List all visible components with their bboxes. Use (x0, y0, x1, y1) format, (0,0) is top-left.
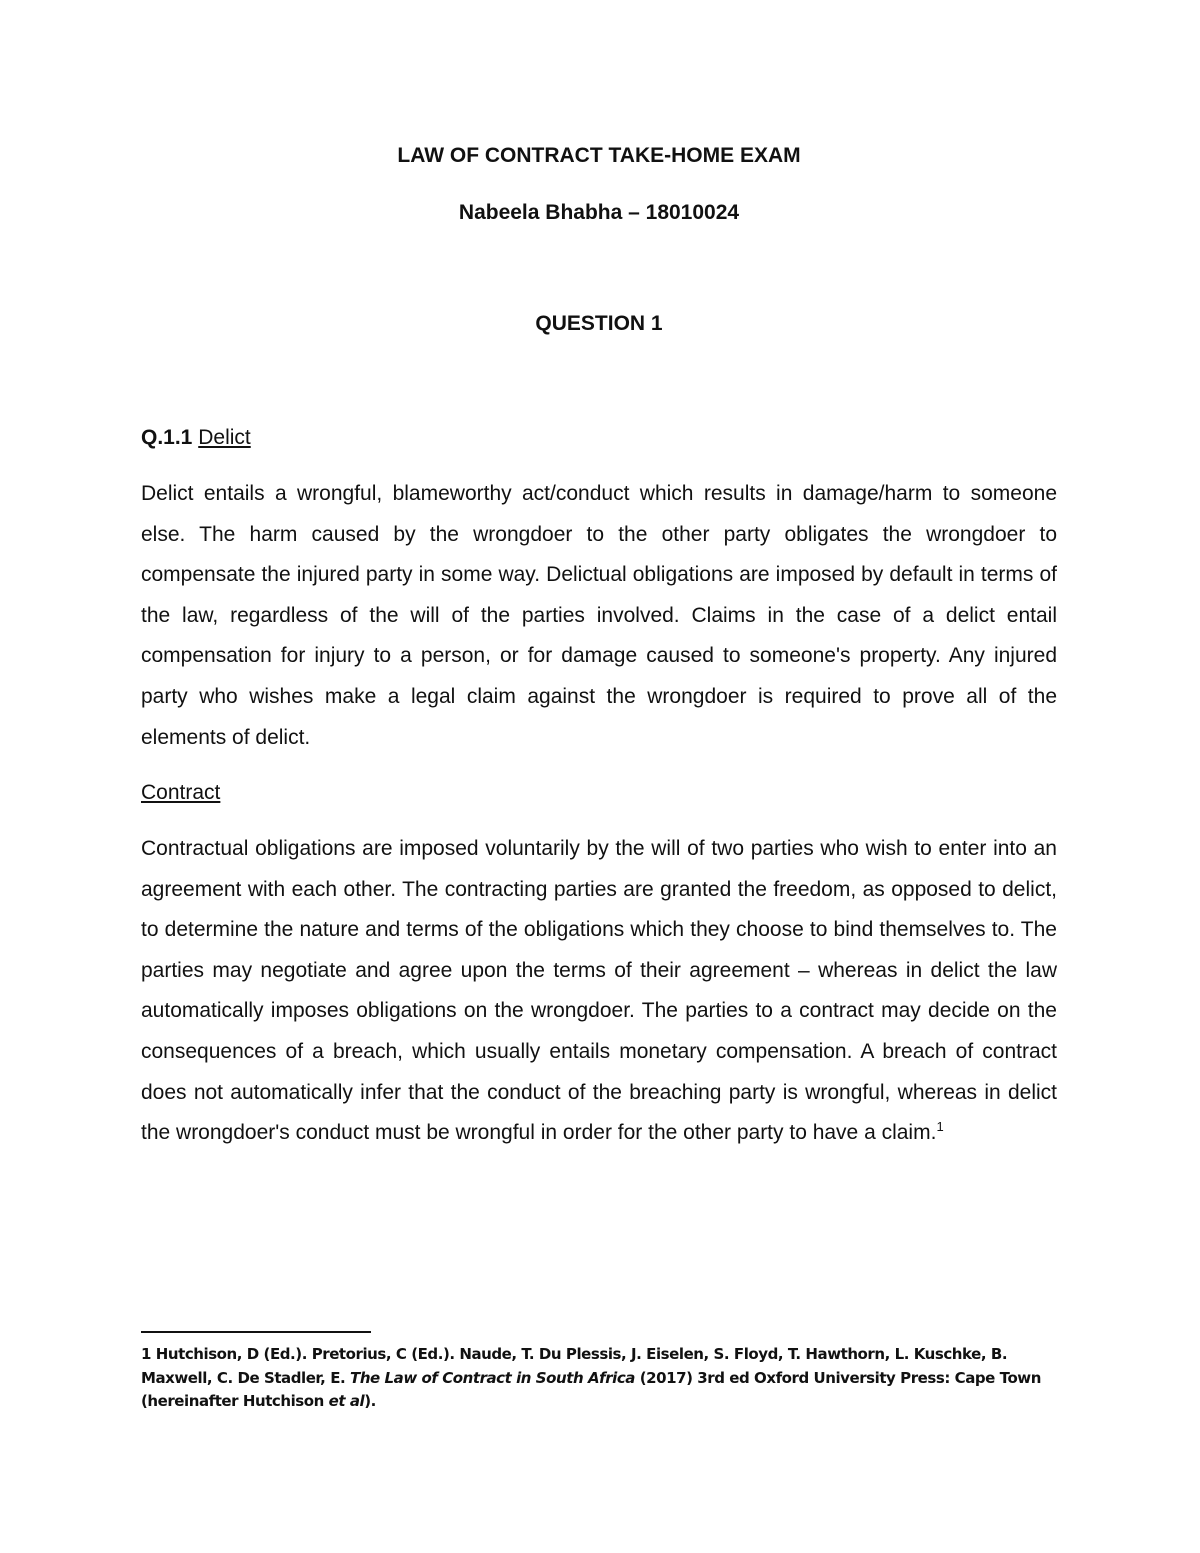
delict-heading (141, 426, 251, 450)
footnote-separator (141, 1331, 371, 1333)
footnote-et-al: et al (328, 1392, 365, 1410)
contract-paragraph-text: Contractual obligations are imposed voluntarily by the will of two parties who wish to enter into an agreement with each other. The contracting parties are granted the freedom, as opposed to delict, to determine the nature and terms of the obligations which they choose to bind themselves to. The parties may negotiate and agree upon the terms of their agreement – whereas in delict the law automatically imposes obligations on the wrongdoer. The parties to a contract may decide on the consequences of a breach, which usually entails monetary compensation. A breach of contract does not automatically infer that the conduct of the breaching party is wrongful, whereas in delict the wrongdoer's conduct must be wrongful in order for the other party to have a claim. (141, 837, 1057, 1145)
document-title: LAW OF CONTRACT TAKE-HOME EXAM (397, 144, 801, 167)
footnote-closing: ). (364, 1392, 376, 1410)
contract-paragraph (141, 829, 1057, 1154)
footnote (141, 1343, 1057, 1414)
footnote-authors: Hutchison, D (Ed.). Pretorius, C (Ed.). Naude, T. Du Plessis, J. Eiselen, S. Floyd, T. Hawthorn, L. Kuschke, B. Maxwell, C. De Stadler, E. (141, 1345, 1008, 1387)
delict-heading-label: Delict (198, 426, 251, 449)
contract-heading: Contract (141, 781, 221, 804)
footnote-publication: (2017) 3rd ed Oxford University Press: Cape Town (hereinafter Hutchison (141, 1368, 1041, 1410)
footnote-book-title: The Law of Contract in South Africa (350, 1368, 635, 1387)
footnote-number: 1 (141, 1345, 151, 1363)
document-page (141, 0, 1057, 1553)
question-heading: QUESTION 1 (535, 312, 663, 335)
footnote-reference[interactable]: 1 (936, 1119, 944, 1135)
delict-paragraph: Delict entails a wrongful, blameworthy act/conduct which results in damage/harm to someone else. The harm caused by the wrongdoer to the other party obligates the wrongdoer to compensate the injured party in some way. Delictual obligations are imposed by default in terms of the law, regardless of the will of the parties involved. Claims in the case of a delict entail compensation for injury to a person, or for damage caused to someone's property. Any injured party who wishes make a legal claim against the wrongdoer is required to prove all of the elements of delict. (141, 482, 1057, 749)
section-number: Q.1.1 (141, 426, 193, 449)
author-line: Nabeela Bhabha – 18010024 (458, 201, 740, 224)
